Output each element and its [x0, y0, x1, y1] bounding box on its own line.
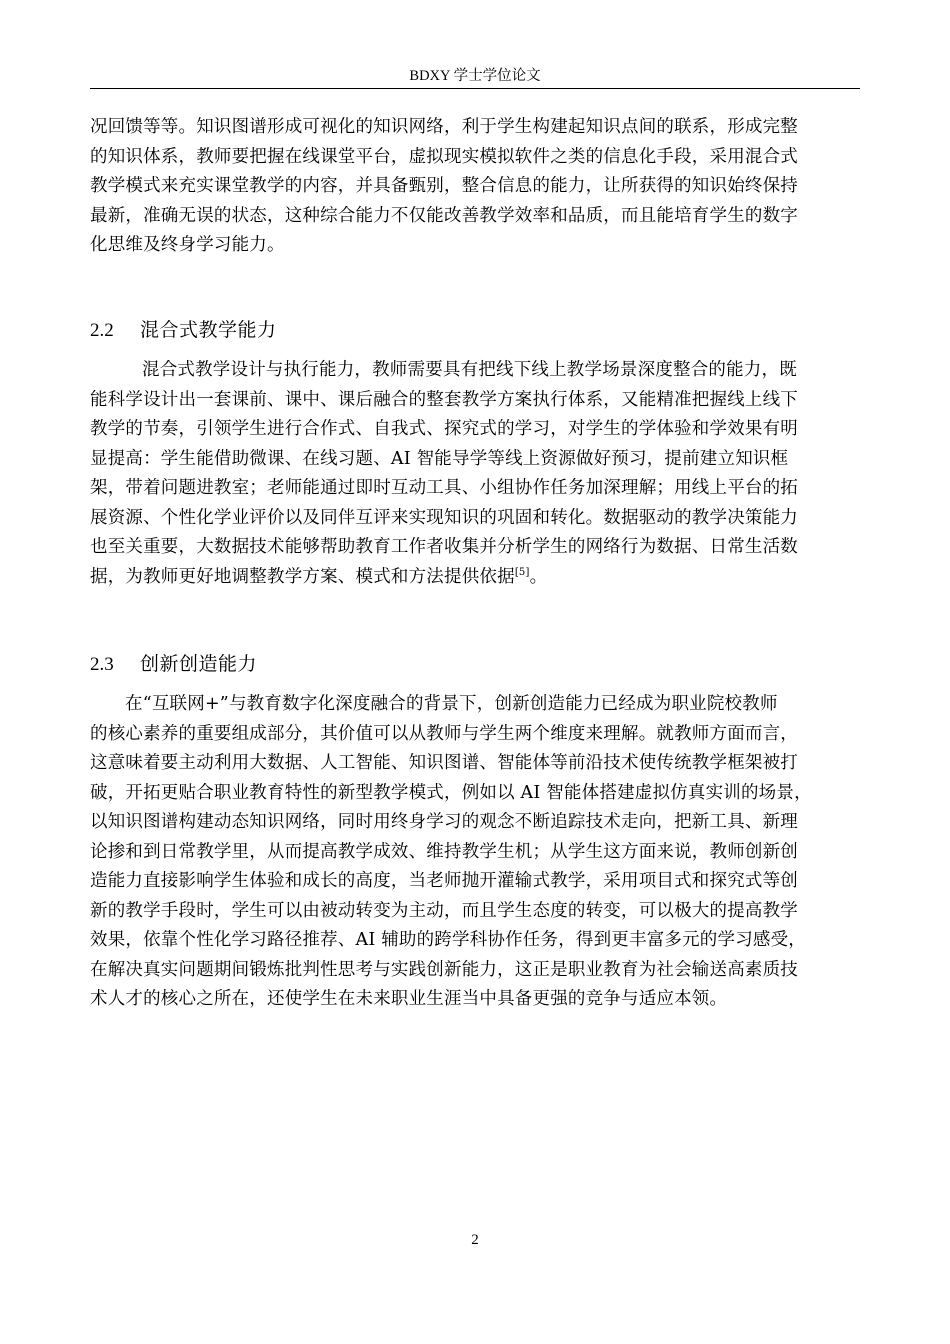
paragraph-line: 新的教学手段时，学生可以由被动转变为主动，而且学生态度的转变，可以极大的提高教学: [90, 900, 798, 921]
section-2-3-paragraph: [90, 690, 866, 1015]
paragraph-line: 教学的节奏，引领学生进行合作式、自我式、探究式的学习，对学生的学体验和学效果有明: [90, 419, 798, 439]
paragraph-line: 架，带着问题进教室；老师能通过即时互动工具、小组协作任务加深理解；用线上平台的拓: [90, 478, 798, 498]
paragraph-line: 在解决真实问题期间锻炼批判性思考与实践创新能力，这正是职业教育为社会输送高素质技: [90, 959, 798, 980]
section-number: 2.2: [90, 320, 114, 341]
paragraph-line: 显提高：学生能借助微课、在线习题、AI 智能导学等线上资源做好预习，提前建立知识框: [90, 448, 789, 469]
header-rule: [90, 88, 860, 89]
paragraph-line: 展资源、个性化学业评价以及同伴互评来实现知识的巩固和转化。数据驱动的教学决策能力: [90, 507, 798, 528]
running-header: BDXY 学士学位论文: [409, 68, 541, 84]
intro-line: 化思维及终身学习能力。: [90, 235, 285, 255]
citation-reference[interactable]: [5]: [514, 566, 530, 578]
paragraph-line: 以知识图谱构建动态知识网络，同时用终身学习的观念不断追踪技术走向，把新工具、新理: [90, 812, 798, 832]
paragraph-line: 术人才的核心之所在，还使学生在未来职业生涯当中具备更强的竞争与适应本领。: [90, 989, 728, 1009]
paragraph-line: 在“互联网+”与教育数字化深度融合的背景下，创新创造能力已经成为职业院校教师: [125, 694, 778, 714]
section-title: 创新创造能力: [140, 653, 258, 675]
section-2-2-paragraph: [90, 356, 866, 592]
paragraph-line: 效果，依靠个性化学习路径推荐、AI 辅助的跨学科协作任务，得到更丰富多元的学习感受，: [90, 930, 807, 950]
paragraph-line: 能科学设计出一套课前、课中、课后融合的整套教学方案执行体系，又能精准把握线上线下: [90, 389, 798, 410]
paragraph-line: 也至关重要，大数据技术能够帮助教育工作者收集并分析学生的网络行为数据、日常生活数: [90, 537, 798, 557]
paragraph-line: 这意味着要主动利用大数据、人工智能、知识图谱、智能体等前沿技术使传统教学框架被打: [90, 753, 798, 773]
paragraph-line: 混合式教学设计与执行能力，教师需要具有把线下线上教学场景深度整合的能力，既: [142, 360, 797, 380]
section-title: 混合式教学能力: [140, 319, 277, 341]
paragraph-text: 据，为教师更好地调整教学方案、模式和方法提供依据: [90, 566, 515, 587]
sentence-end: 。: [529, 566, 548, 587]
intro-line: 况回馈等等。知识图谱形成可视化的知识网络，利于学生构建起知识点间的联系，形成完整: [90, 117, 798, 137]
intro-line: 最新，准确无误的状态，这种综合能力不仅能改善教学效率和品质，而且能培育学生的数字: [90, 205, 798, 226]
section-number: 2.3: [90, 654, 114, 675]
intro-paragraph: [90, 113, 866, 261]
page-number: 2: [471, 1232, 479, 1248]
paragraph-line-last: [90, 563, 866, 593]
intro-line: 的知识体系，教师要把握在线课堂平台，虚拟现实模拟软件之类的信息化手段，采用混合式: [90, 146, 798, 167]
paragraph-line: 的核心素养的重要组成部分，其价值可以从教师与学生两个维度来理解。就教师方面而言，: [90, 723, 798, 744]
intro-line: 教学模式来充实课堂教学的内容，并具备甄别，整合信息的能力，让所获得的知识始终保持: [90, 176, 798, 196]
paragraph-line: 破，开拓更贴合职业教育特性的新型教学模式，例如以 AI 智能体搭建虚拟仿真实训的场景，: [90, 782, 812, 803]
section-heading-2-3: [90, 651, 860, 678]
paragraph-line: 造能力直接影响学生体验和成长的高度，当老师抛开灌输式教学，采用项目式和探究式等创: [90, 871, 798, 891]
section-heading-2-2: [90, 317, 860, 344]
paragraph-line: 论掺和到日常教学里，从而提高教学成效、维持教学生机；从学生这方面来说，教师创新创: [90, 841, 798, 862]
